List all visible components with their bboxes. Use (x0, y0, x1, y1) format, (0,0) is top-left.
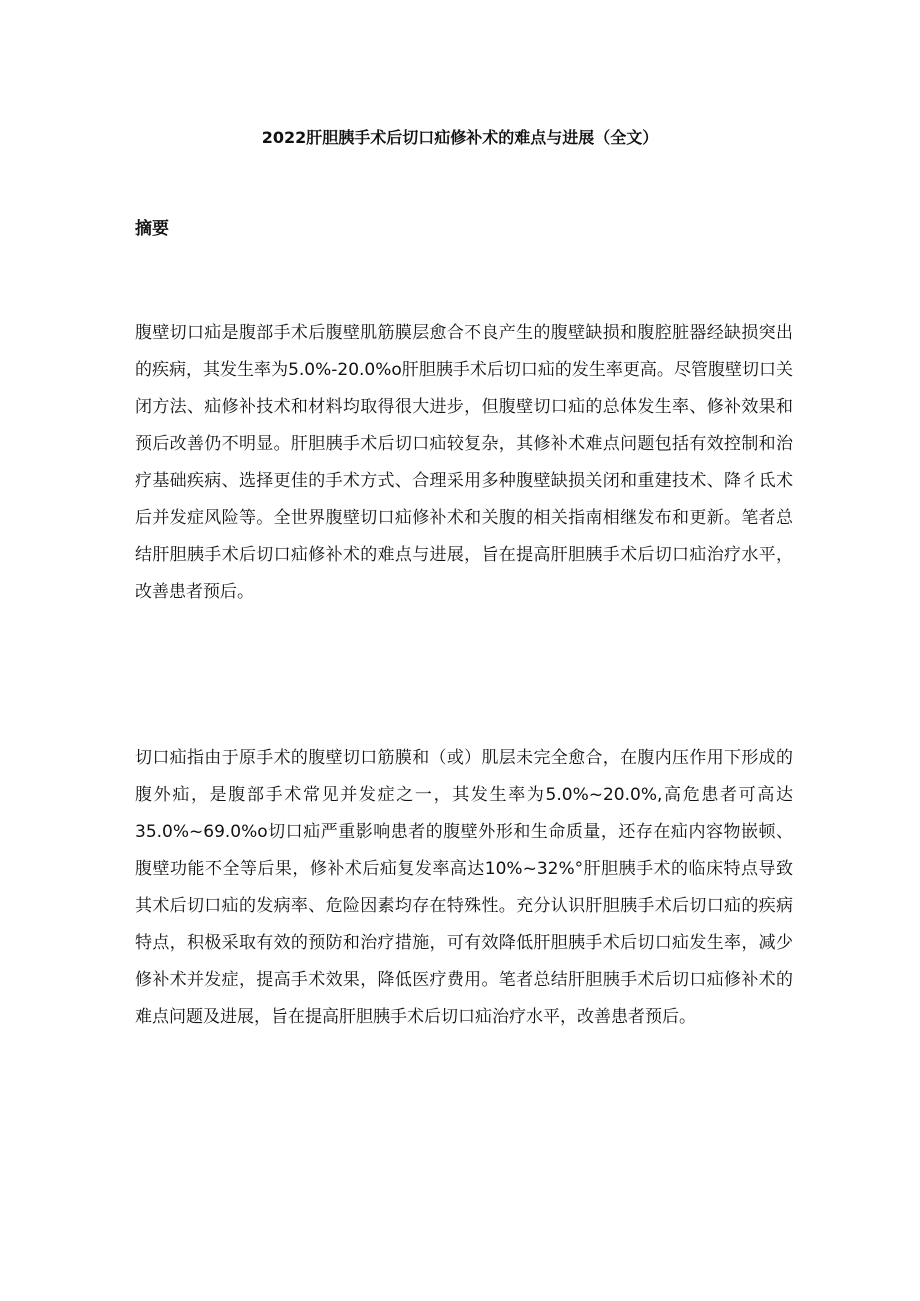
section-heading-abstract: 摘要 (135, 219, 169, 239)
document-title: 2022肝胆胰手术后切口疝修补术的难点与进展（全文） (261, 128, 659, 147)
abstract-paragraph-1: 腹壁切口疝是腹部手术后腹壁肌筋膜层愈合不良产生的腹壁缺损和腹腔脏器经缺损突出的疾病，其发生率为5.0%-20.0%o肝胆胰手术后切口疝的发生率更高。尽管腹壁切口关闭方法、疝修补技术和材料均取得很大进步，但腹壁切口疝的总体发生率、修补效果和预后改善仍不明显。肝胆胰手术后切口疝较复杂，其修补术难点问题包括有效控制和治疗基础疾病、选择更佳的手术方式、合理采用多种腹壁缺损关闭和重建技术、降彳氐术后并发症风险等。全世界腹壁切口疝修补术和关腹的相关指南相继发布和更新。笔者总结肝胆胰手术后切口疝修补术的难点与进展，旨在提高肝胆胰手术后切口疝治疗水平，改善患者预后。 (135, 323, 793, 602)
abstract-paragraph-2: 切口疝指由于原手术的腹壁切口筋膜和（或）肌层未完全愈合，在腹内压作用下形成的腹外疝，是腹部手术常见并发症之一，其发生率为5.0%~20.0%,高危患者可高达35.0%~69.0%o切口疝严重影响患者的腹壁外形和生命质量，还存在疝内容物嵌顿、腹壁功能不全等后果，修补术后疝复发率高达10%~32%°肝胆胰手术的临床特点导致其术后切口疝的发病率、危险因素均存在特殊性。充分认识肝胆胰手术后切口疝的疾病特点，积极采取有效的预防和治疗措施，可有效降低肝胆胰手术后切口疝发生率，减少修补术并发症，提高手术效果，降低医疗费用。笔者总结肝胆胰手术后切口疝修补术的难点问题及进展，旨在提高肝胆胰手术后切口疝治疗水平，改善患者预后。 (135, 748, 793, 1027)
